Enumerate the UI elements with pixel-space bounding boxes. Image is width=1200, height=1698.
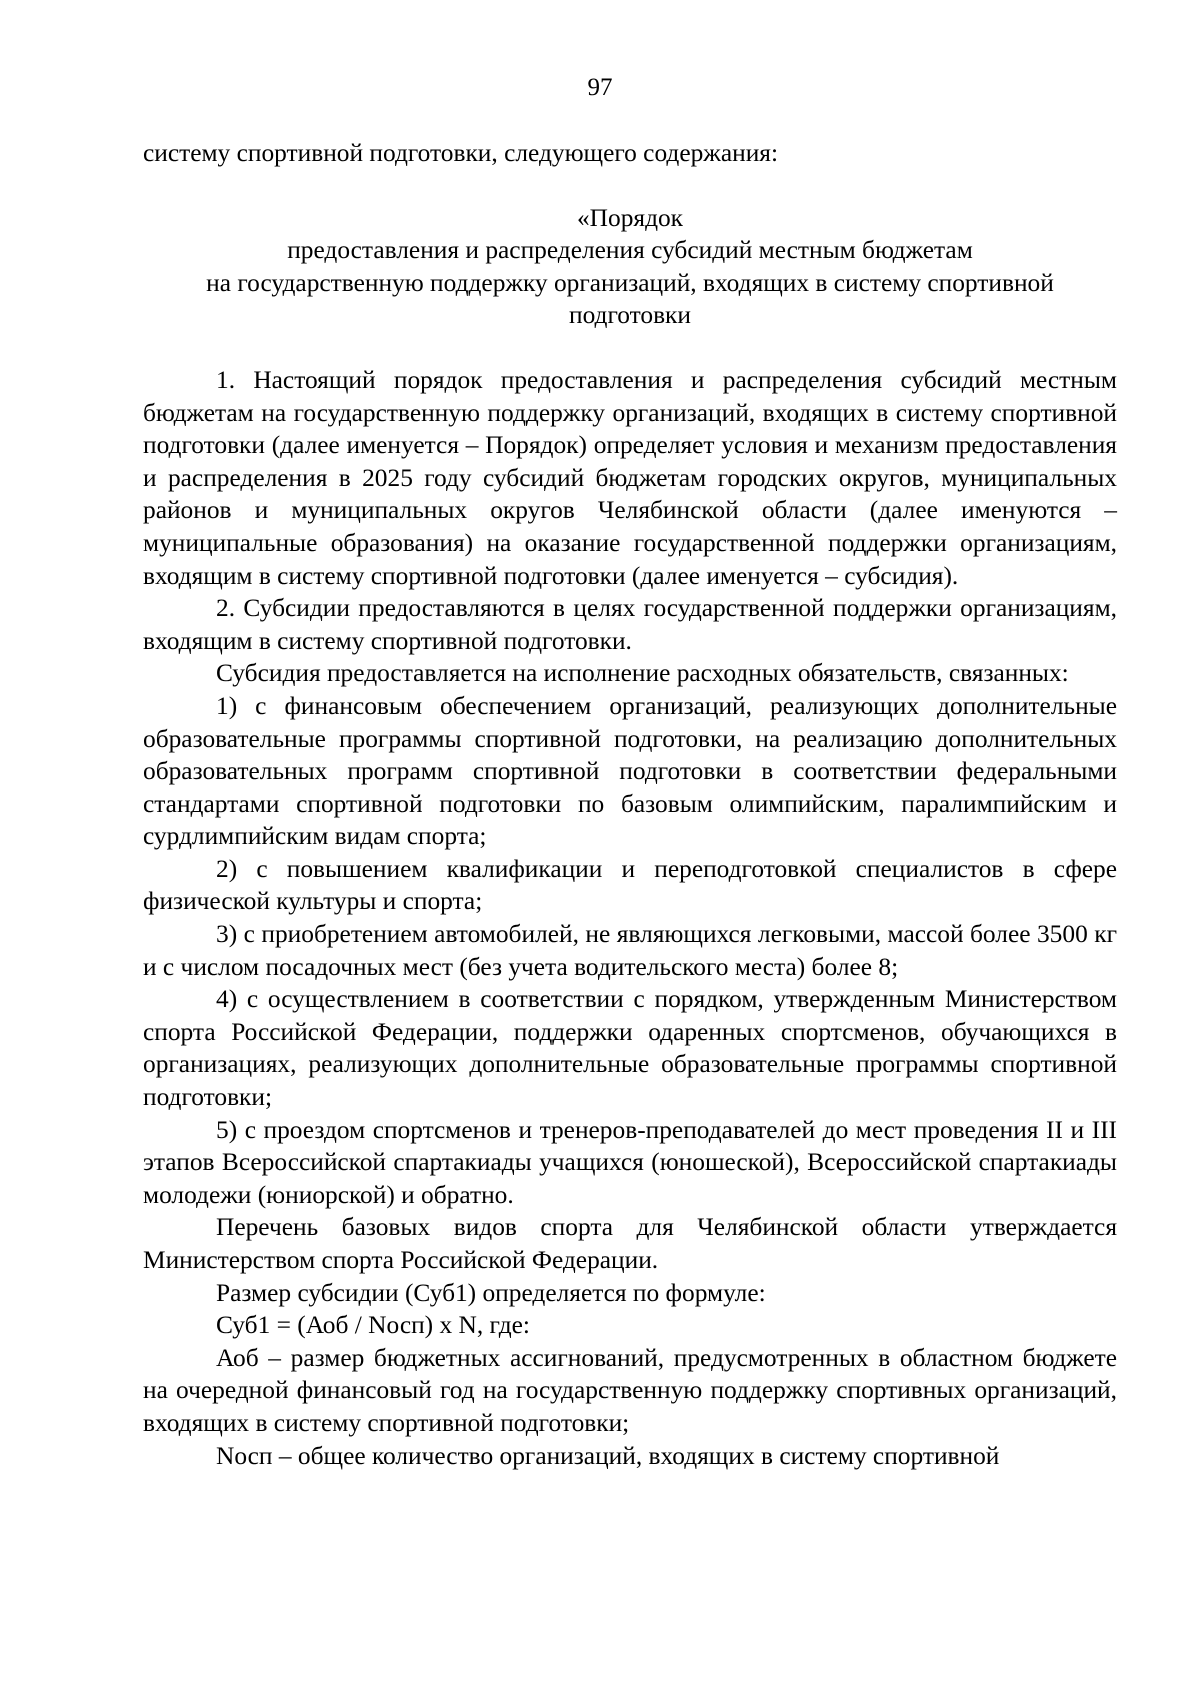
- document-body: [143, 137, 1117, 1472]
- list-item-2: 2) с повышением квалификации и переподготовкой специалистов в сфере физической культуры и спорта;: [143, 854, 1117, 916]
- list-item-4: 4) с осуществлением в соответствии с порядком, утвержденным Министерством спорта Российской Федерации, поддержки одаренных спортсменов, обучающихся в организациях, реализующих дополнительные образовательные программы спортивной подготовки;: [143, 985, 1117, 1112]
- paragraph-1: 1. Настоящий порядок предоставления и распределения субсидий местным бюджетам на государственную поддержку организаций, входящих в систему спортивной подготовки (далее именуется – Порядок) определяет условия и механизм предоставления и распределения в 2025 году субсидий бюджетам городских округов, муниципальных районов и муниципальных округов Челябинской области (далее именуются – муниципальные образования) на оказание государственной поддержки организациям, входящим в систему спортивной подготовки (далее именуется – субсидия).: [143, 365, 1117, 590]
- heading-line-3: на государственную поддержку организаций, входящих в систему спортивной: [206, 268, 1054, 297]
- definition-nosp: Nосп – общее количество организаций, входящих в систему спортивной: [216, 1441, 1000, 1470]
- heading-line-4: подготовки: [569, 301, 691, 330]
- lead-line: систему спортивной подготовки, следующего содержания:: [143, 139, 779, 167]
- heading-line-2: предоставления и распределения субсидий местным бюджетам: [287, 236, 973, 265]
- paragraph-subsidy-purpose: Субсидия предоставляется на исполнение расходных обязательств, связанных:: [216, 659, 1069, 688]
- formula: Суб1 = (Аоб / Nосп) x N, где:: [216, 1311, 530, 1340]
- definition-aob: Аоб – размер бюджетных ассигнований, предусмотренных в областном бюджете на очередной финансовый год на государственную поддержку спортивных организаций, входящих в систему спортивной подготовки;: [143, 1343, 1117, 1437]
- heading-line-1: «Порядок: [576, 203, 684, 232]
- list-item-3: 3) с приобретением автомобилей, не являющихся легковыми, массой более 3500 кг и с числом посадочных мест (без учета водительского места) более 8;: [143, 920, 1117, 981]
- page-number: 97: [587, 74, 613, 101]
- list-item-5: 5) с проездом спортсменов и тренеров-преподавателей до мест проведения II и III этапов Всероссийской спартакиады учащихся (юношеской), Всероссийской спартакиады молодежи (юниорской) и обратно.: [143, 1115, 1117, 1209]
- document-heading: [143, 202, 1117, 332]
- paragraph-2: 2. Субсидии предоставляются в целях государственной поддержки организациям, входящим в систему спортивной подготовки.: [143, 594, 1117, 655]
- list-item-1: 1) с финансовым обеспечением организаций, реализующих дополнительные образовательные программы спортивной подготовки, на реализацию дополнительных образовательных программ спортивной подготовки в соответствии федеральными стандартами спортивной подготовки по базовым олимпийским, паралимпийским и сурдлимпийским видам спорта;: [143, 691, 1117, 851]
- paragraph-formula-intro: Размер субсидии (Суб1) определяется по формуле:: [216, 1278, 766, 1307]
- paragraph-sports-list: Перечень базовых видов спорта для Челябинской области утверждается Министерством спорта Российской Федерации.: [143, 1213, 1117, 1274]
